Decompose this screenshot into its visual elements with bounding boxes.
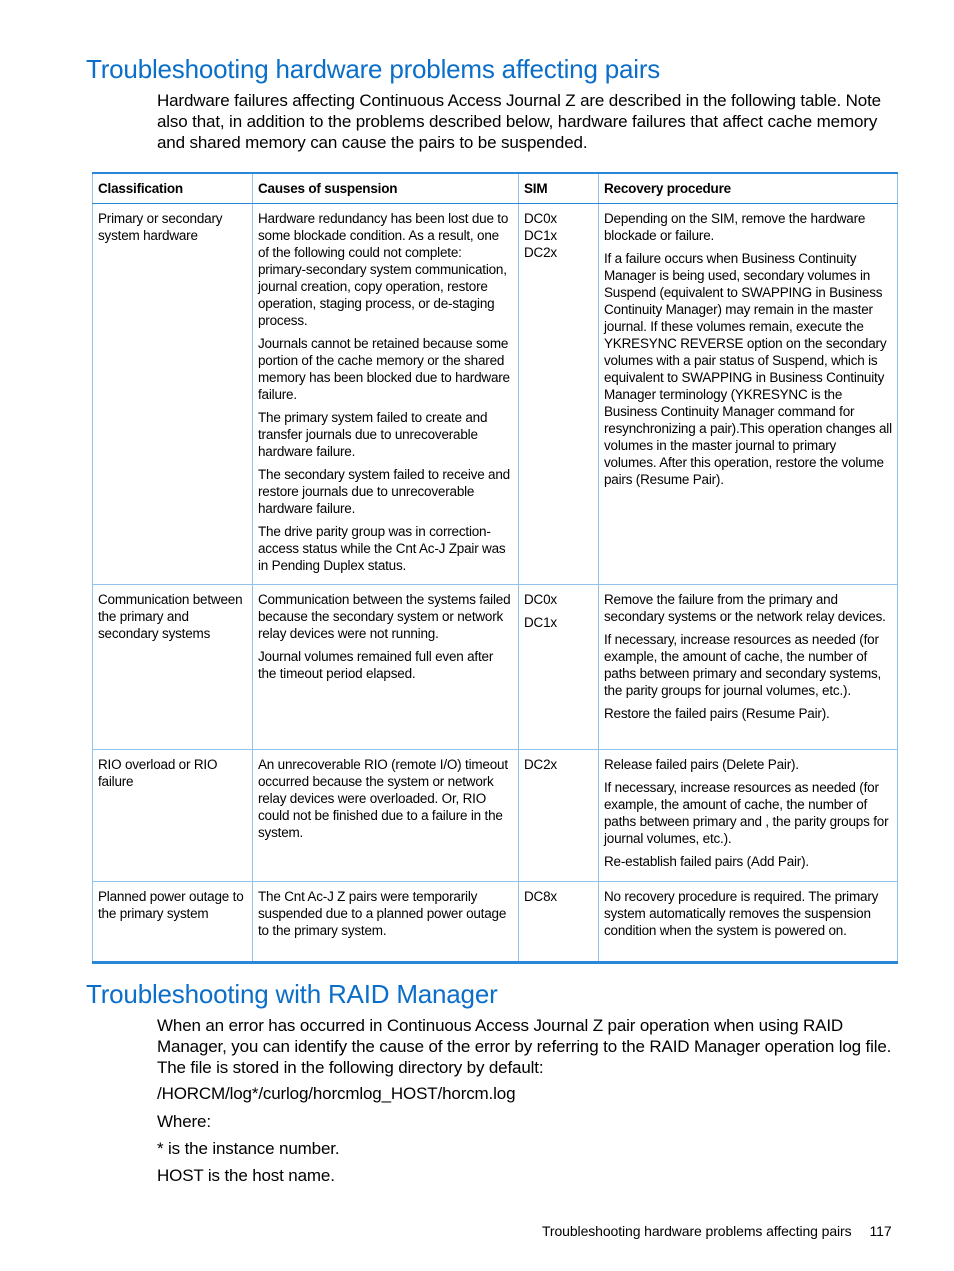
cell-sim bbox=[519, 204, 599, 585]
cause-paragraph: Hardware redundancy has been lost due to some blockade condition. As a result, one of the following could not complete: primary-secondary system communication, journal creation, copy operation, restore operation, staging process, or de-staging process. bbox=[258, 211, 509, 328]
section-heading-raid-manager: Troubleshooting with RAID Manager bbox=[86, 979, 498, 1009]
cell-recovery bbox=[599, 882, 898, 963]
cell-classification: Communication between the primary and secondary systems bbox=[93, 585, 253, 750]
section-heading-hardware: Troubleshooting hardware problems affecting pairs bbox=[86, 54, 661, 84]
recovery-paragraph: If a failure occurs when Business Continuity Manager is being used, secondary volumes in Suspend (equivalent to SWAPPING in Business Continuity Manager) may remain in the master journal. If these volumes remain, execute the YKRESYNC REVERSE option on the secondary volumes with a pair status of Suspend, which is equivalent to SWAPPING in Business Continuity Manager terminology (YKRESYNC is the Business Continuity Manager command for resynchronizing a pair).This operation changes all volumes in the master journal to primary volumes. After this operation, restore the volume pairs (Resume Pair). bbox=[604, 251, 892, 487]
sim-code: DC0x bbox=[524, 592, 557, 607]
page-number: 117 bbox=[869, 1223, 892, 1239]
header-sim: SIM bbox=[519, 173, 599, 204]
recovery-paragraph: Re-establish failed pairs (Add Pair). bbox=[604, 854, 809, 869]
table-row bbox=[93, 585, 898, 750]
table-row bbox=[93, 882, 898, 963]
cause-paragraph: An unrecoverable RIO (remote I/O) timeout occurred because the system or network relay devices were overloaded. Or, RIO could not be finished due to a failure in the system. bbox=[258, 757, 508, 840]
header-causes: Causes of suspension bbox=[253, 173, 519, 204]
cell-causes bbox=[253, 750, 519, 882]
cell-recovery bbox=[599, 750, 898, 882]
cell-classification: RIO overload or RIO failure bbox=[93, 750, 253, 882]
cell-recovery bbox=[599, 585, 898, 750]
recovery-paragraph: No recovery procedure is required. The primary system automatically removes the suspension condition when the system is powered on. bbox=[604, 889, 879, 938]
recovery-paragraph: Remove the failure from the primary and secondary systems or the network relay devices. bbox=[604, 592, 886, 624]
table-header-row bbox=[93, 173, 898, 204]
recovery-paragraph: Depending on the SIM, remove the hardware blockade or failure. bbox=[604, 211, 866, 243]
cause-paragraph: The secondary system failed to receive and restore journals due to unrecoverable hardware failure. bbox=[258, 467, 510, 516]
sim-code: DC8x bbox=[524, 889, 557, 904]
cause-paragraph: The Cnt Ac-J Z pairs were temporarily suspended due to a planned power outage to the primary system. bbox=[258, 889, 507, 938]
recovery-paragraph: If necessary, increase resources as needed (for example, the amount of cache, the number of paths between primary and secondary systems, the parity groups for journal volumes, etc.). bbox=[604, 632, 882, 698]
instance-note: * is the instance number. bbox=[157, 1139, 340, 1158]
sim-code: DC0x DC1x DC2x bbox=[524, 211, 557, 260]
cell-classification: Primary or secondary system hardware bbox=[93, 204, 253, 585]
cell-sim bbox=[519, 585, 599, 750]
cause-paragraph: The drive parity group was in correction-access status while the Cnt Ac-J Zpair was in Pending Duplex status. bbox=[258, 524, 506, 573]
cell-recovery bbox=[599, 204, 898, 585]
sim-code: DC1x bbox=[524, 615, 557, 630]
intro-paragraph: Hardware failures affecting Continuous Access Journal Z are described in the following table. Note also that, in addition to the problems described below, hardware failures that affect cache memory and shared memory can cause the pairs to be suspended. bbox=[157, 91, 881, 152]
recovery-paragraph: Release failed pairs (Delete Pair). bbox=[604, 757, 799, 772]
header-classification: Classification bbox=[93, 173, 253, 204]
cause-paragraph: Journal volumes remained full even after the timeout period elapsed. bbox=[258, 649, 494, 681]
cell-classification: Planned power outage to the primary system bbox=[93, 882, 253, 963]
sim-code: DC2x bbox=[524, 757, 557, 772]
table-row bbox=[93, 750, 898, 882]
page-footer bbox=[542, 1223, 892, 1239]
cell-causes bbox=[253, 585, 519, 750]
log-file-path: /HORCM/log*/curlog/horcmlog_HOST/horcm.log bbox=[157, 1084, 516, 1103]
table-row bbox=[93, 204, 898, 585]
header-recovery: Recovery procedure bbox=[599, 173, 898, 204]
cell-causes bbox=[253, 204, 519, 585]
recovery-paragraph: If necessary, increase resources as needed (for example, the amount of cache, the number of paths between primary and , the parity groups for journal volumes, etc.). bbox=[604, 780, 889, 846]
recovery-paragraph: Restore the failed pairs (Resume Pair). bbox=[604, 706, 830, 721]
cell-causes bbox=[253, 882, 519, 963]
cause-paragraph: The primary system failed to create and transfer journals due to unrecoverable hardware failure. bbox=[258, 410, 488, 459]
cell-sim bbox=[519, 882, 599, 963]
where-label: Where: bbox=[157, 1112, 211, 1131]
troubleshooting-table bbox=[92, 172, 898, 964]
cell-sim bbox=[519, 750, 599, 882]
footer-title: Troubleshooting hardware problems affecting pairs bbox=[542, 1223, 852, 1239]
host-note: HOST is the host name. bbox=[157, 1166, 335, 1185]
cause-paragraph: Communication between the systems failed because the secondary system or network relay devices were not running. bbox=[258, 592, 511, 641]
cause-paragraph: Journals cannot be retained because some portion of the cache memory or the shared memory has been blocked due to hardware failure. bbox=[258, 336, 510, 402]
raid-intro-paragraph: When an error has occurred in Continuous Access Journal Z pair operation when using RAID Manager, you can identify the cause of the error by referring to the RAID Manager operation log file. The file is stored in the following directory by default: bbox=[157, 1016, 892, 1077]
